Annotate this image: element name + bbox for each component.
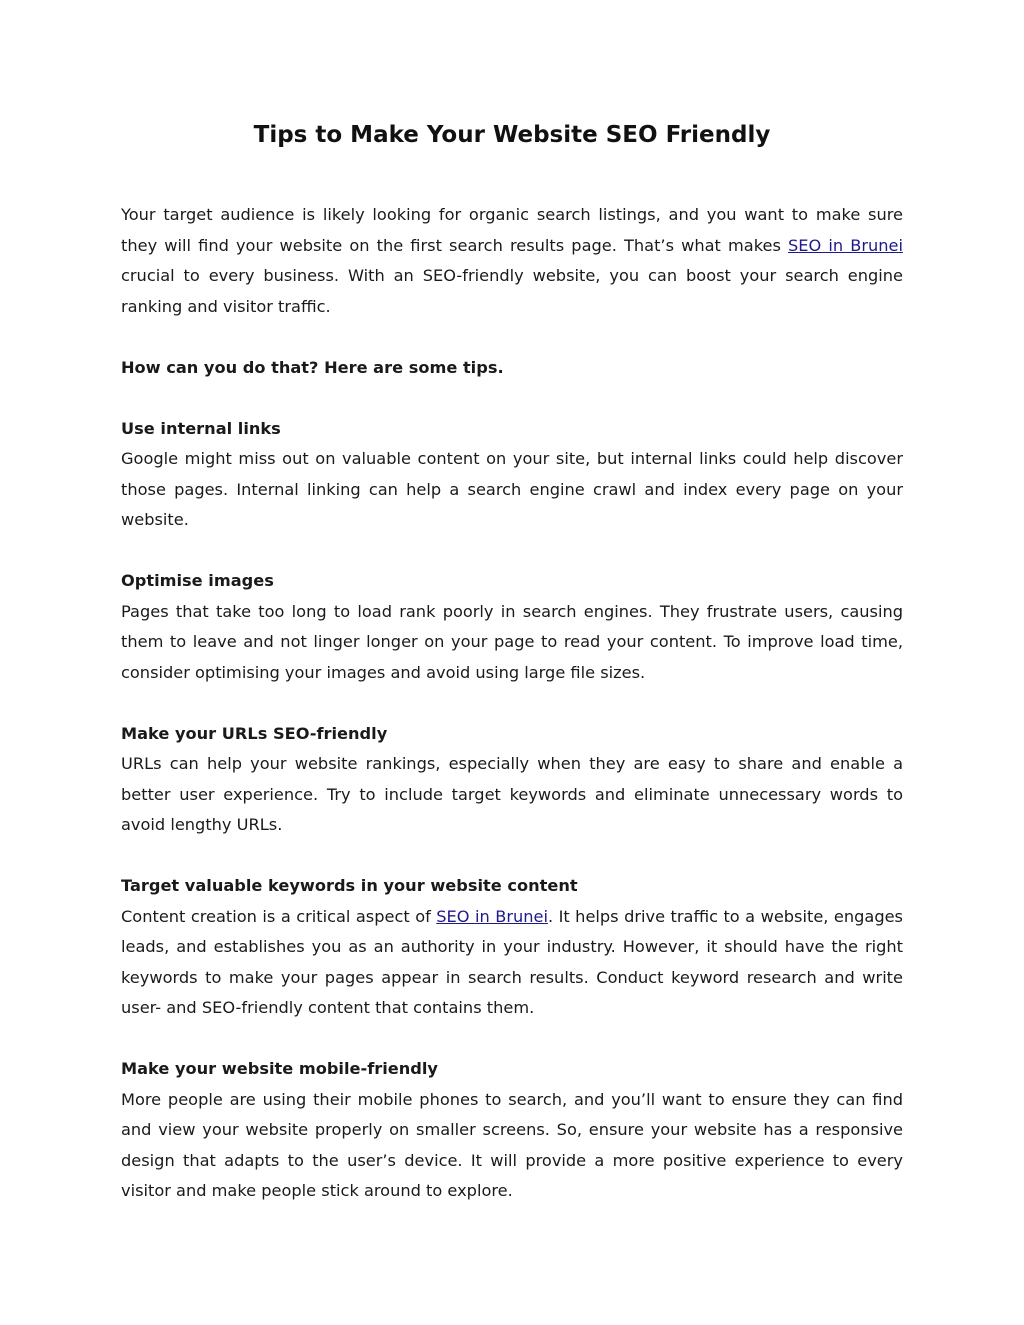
- section-heading-mobile: Make your website mobile-friendly: [121, 1059, 438, 1078]
- lead-question: How can you do that? Here are some tips.: [121, 357, 504, 377]
- section-text-internal-links: Google might miss out on valuable content on your site, but internal links could help discover those pages. Internal linking can help a search engine crawl and index every page on your website.: [121, 449, 903, 529]
- section-heading-internal-links: Use internal links: [121, 418, 281, 438]
- document-body: [121, 200, 903, 1207]
- keywords-text-part2: . It helps drive traffic to a website, engages leads, and establishes you as an authority in your industry. However, it should have the right keywords to make your pages appear in search results. Conduct keyword research and write user- and SEO-friendly content that contains them.: [121, 906, 903, 1017]
- keywords-text-part1: Content creation is a critical aspect of: [121, 906, 437, 926]
- intro-text-part2: crucial to every business. With an SEO-friendly website, you can boost your search engine ranking and visitor traffic.: [121, 266, 903, 316]
- seo-brunei-link-keywords[interactable]: SEO in Brunei: [436, 906, 548, 926]
- section-text-keywords: [121, 902, 903, 1024]
- section-heading-keywords: Target valuable keywords in your website content: [121, 876, 578, 895]
- seo-brunei-link-intro[interactable]: SEO in Brunei: [788, 235, 903, 255]
- section-heading-urls: Make your URLs SEO-friendly: [121, 723, 388, 743]
- section-text-mobile: More people are using their mobile phones to search, and you’ll want to ensure they can find and view your website properly on smaller screens. So, ensure your website has a responsive design that adapts to the user’s device. It will provide a more positive experience to every visitor and make people stick around to explore.: [121, 1089, 903, 1200]
- section-text-optimise-images: Pages that take too long to load rank poorly in search engines. They frustrate users, causing them to leave and not linger longer on your page to read your content. To improve load time, consider optimising your images and avoid using large file sizes.: [121, 601, 903, 682]
- section-text-urls: URLs can help your website rankings, especially when they are easy to share and enable a better user experience. Try to include target keywords and eliminate unnecessary words to avoid lengthy URLs.: [121, 754, 903, 834]
- section-heading-optimise-images: Optimise images: [121, 571, 274, 590]
- intro-paragraph: [121, 200, 903, 322]
- intro-text-part1: Your target audience is likely looking for organic search listings, and you want to make sure they will find your website on the first search results page. That’s what makes: [121, 205, 903, 255]
- document-title: Tips to Make Your Website SEO Friendly: [253, 122, 771, 148]
